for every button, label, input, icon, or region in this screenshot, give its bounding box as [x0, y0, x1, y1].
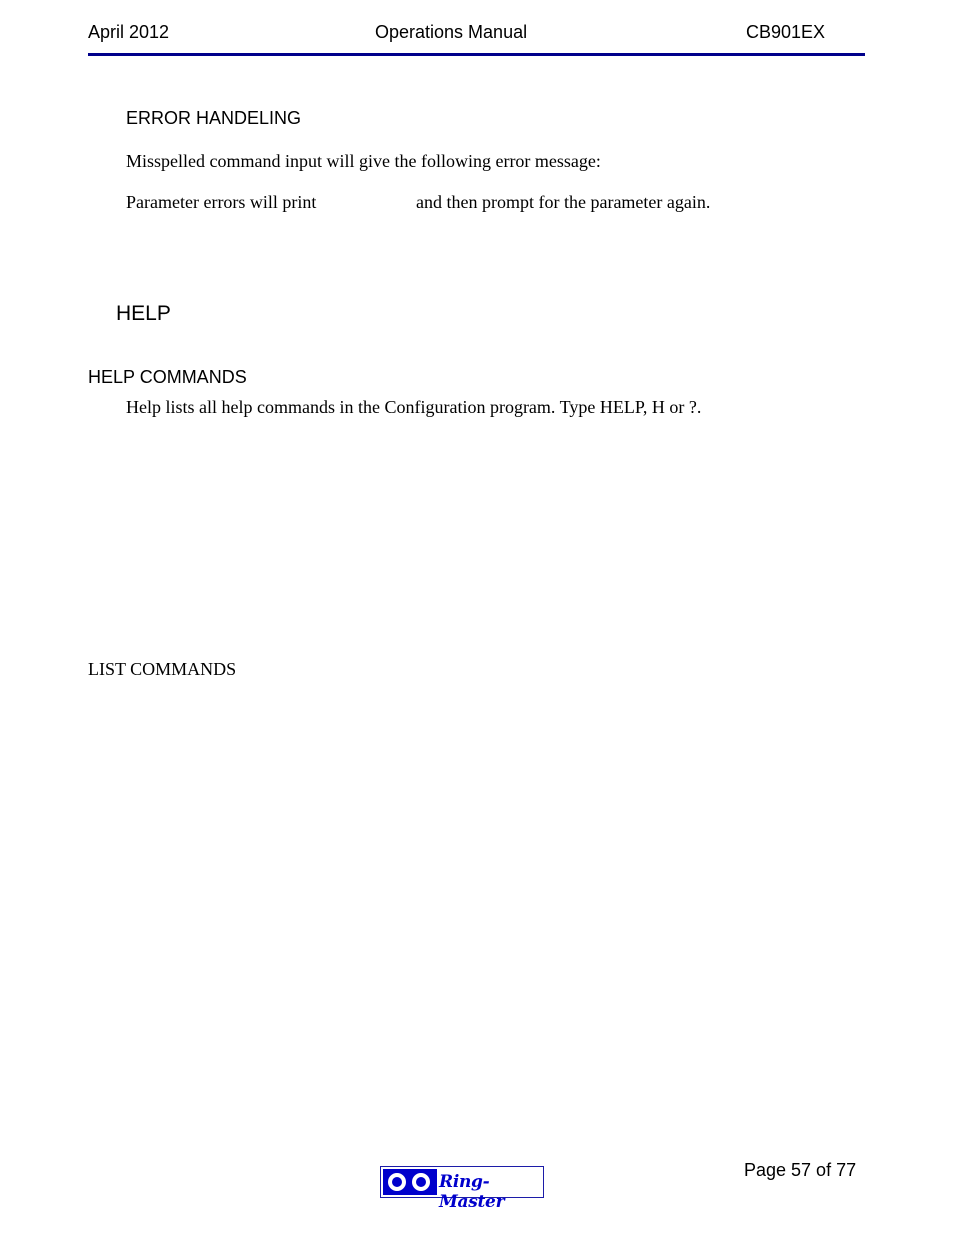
header-date: April 2012 [88, 22, 170, 42]
help-heading: HELP [116, 302, 171, 325]
ring-master-logo [380, 1166, 544, 1212]
help-commands-heading: HELP COMMANDS [88, 367, 247, 387]
page-number: Page 57 of 77 [744, 1160, 857, 1180]
logo-text: Ring-Master [439, 1172, 505, 1212]
error-handling-line2a: Parameter errors will print [126, 192, 317, 212]
header-rule [88, 53, 865, 56]
help-commands-text: Help lists all help commands in the Configuration program. Type HELP, H or ?. [126, 397, 702, 417]
header-model: CB901EX [746, 22, 826, 42]
error-handling-line2b: and then prompt for the parameter again. [416, 192, 711, 212]
rings-icon [383, 1169, 437, 1195]
header-title: Operations Manual [375, 22, 528, 42]
error-handling-heading: ERROR HANDELING [126, 108, 302, 128]
list-commands-heading: LIST COMMANDS [88, 659, 237, 679]
error-handling-line1: Misspelled command input will give the following error message: [126, 151, 601, 171]
